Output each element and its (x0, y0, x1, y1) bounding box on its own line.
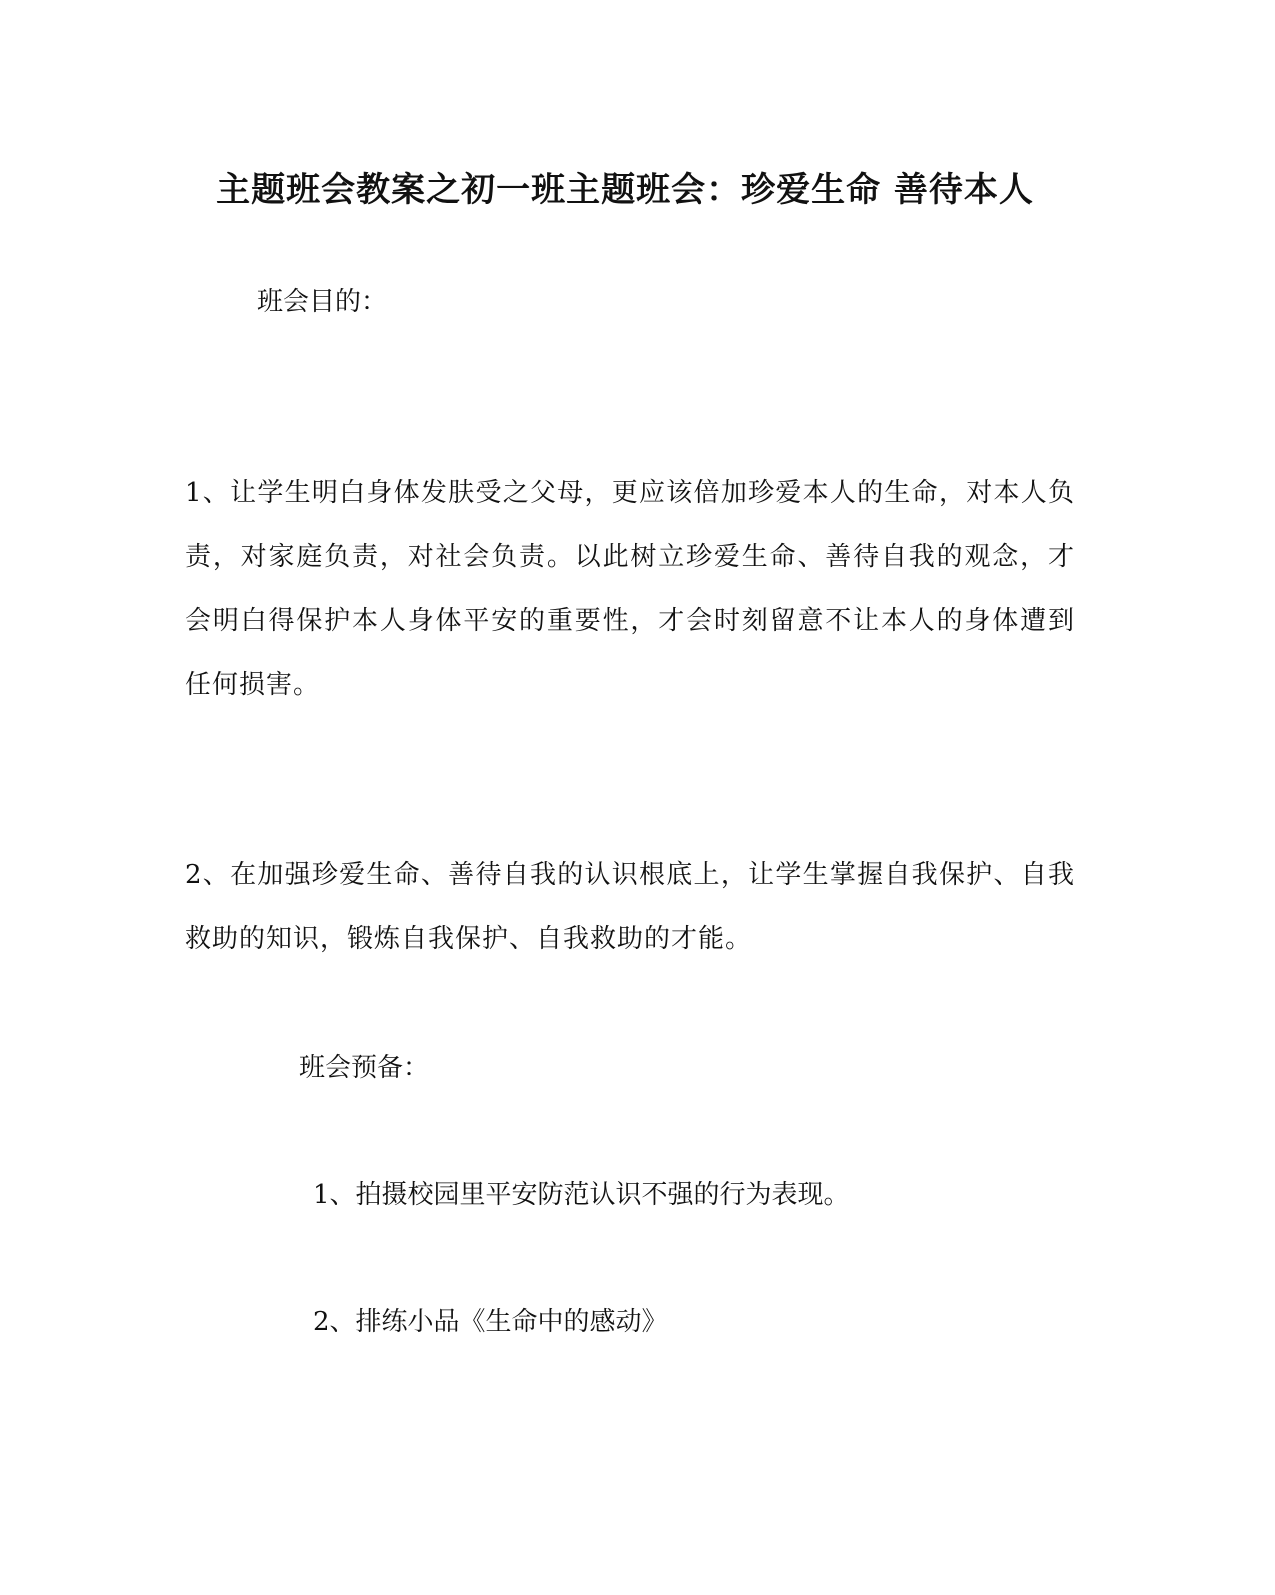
preparation-heading: 班会预备： (299, 1053, 430, 1083)
purpose-heading: 班会目的： (257, 287, 388, 317)
preparation-item-1: 1、拍摄校园里平安防范认识不强的行为表现。 (313, 1180, 850, 1210)
preparation-item-2: 2、排练小品《生命中的感动》 (313, 1307, 668, 1337)
purpose-item-1: 1、让学生明白身体发肤受之父母，更应该倍加珍爱本人的生命，对本人负责，对家庭负责，对社会负责。以此树立珍爱生命、善待自我的观念，才会明白得保护本人身体平安的重要性，才会时刻留意不让本人的身体遭到任何损害。 (185, 478, 1075, 700)
document-title: 主题班会教案之初一班主题班会：珍爱生命 善待本人 (216, 170, 1034, 210)
purpose-item-2: 2、在加强珍爱生命、善待自我的认识根底上，让学生掌握自我保护、自我救助的知识，锻炼自我保护、自我救助的才能。 (185, 860, 1075, 954)
